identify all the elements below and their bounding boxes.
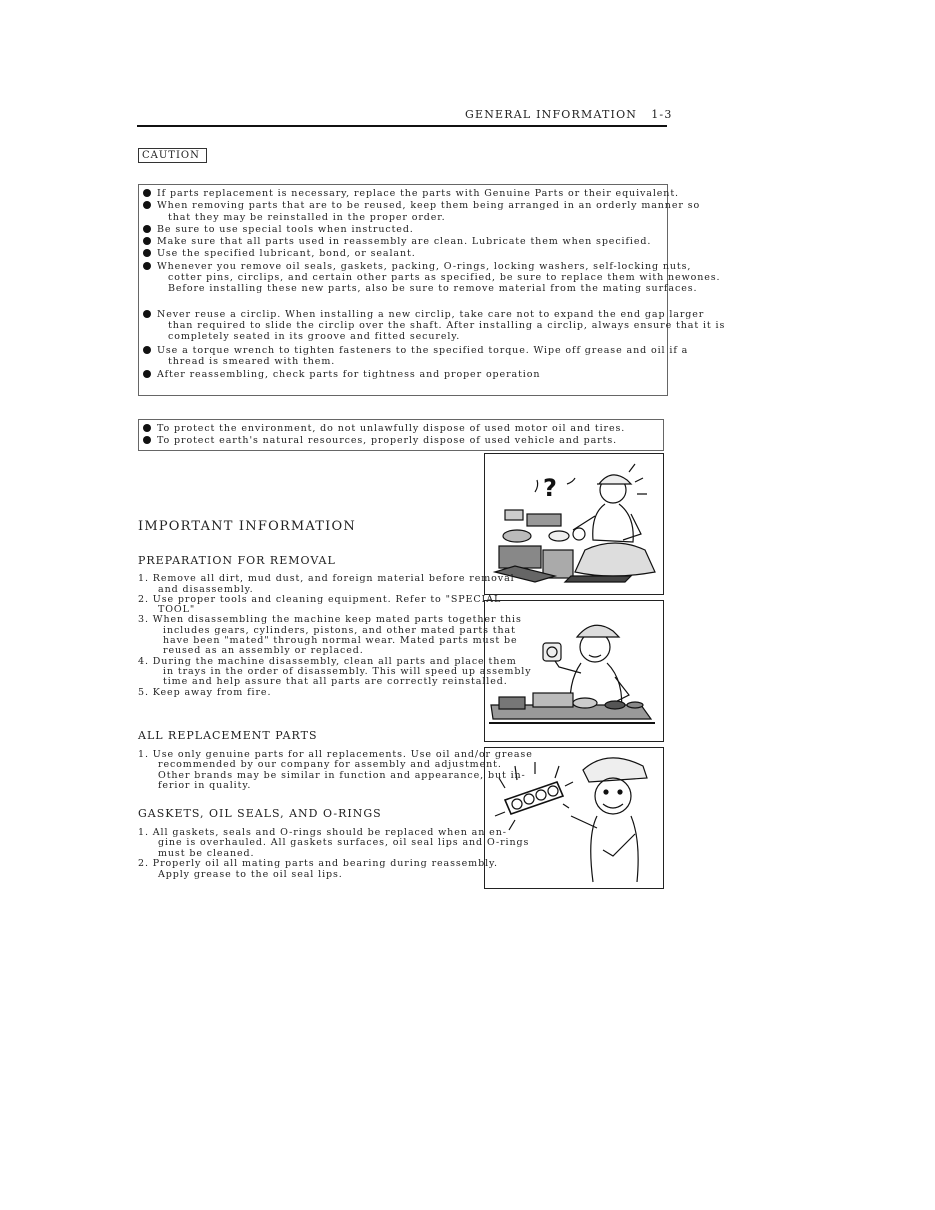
- preparation-line: includes gears, cylinders, pistons, and other mated parts that: [163, 625, 516, 636]
- caution-label: CAUTION: [138, 148, 207, 163]
- preparation-line: TOOL": [158, 604, 196, 615]
- replacement-line: 1. Use only genuine parts for all replacements. Use oil and/or grease: [138, 749, 533, 760]
- environment-line: To protect earth's natural resources, properly dispose of used vehicle and parts.: [157, 435, 618, 446]
- gaskets-line: Apply grease to the oil seal lips.: [158, 869, 343, 880]
- gaskets-line: 2. Properly oil all mating parts and bearing during reassembly.: [138, 858, 498, 869]
- page-number: 1-3: [651, 108, 673, 121]
- preparation-line: have been "mated" through normal wear. Mated parts must be: [163, 635, 518, 646]
- page-header: [465, 108, 673, 121]
- important-title: IMPORTANT INFORMATION: [138, 519, 356, 534]
- bullet-icon: [143, 189, 151, 197]
- gaskets-line: must be cleaned.: [158, 848, 255, 859]
- caution-line: than required to slide the circlip over the shaft. After installing a circlip, always ensure that it is: [168, 320, 726, 331]
- preparation-line: 2. Use proper tools and cleaning equipment. Refer to "SPECIAL: [138, 594, 502, 605]
- svg-text:?: ?: [543, 474, 557, 502]
- caution-line: If parts replacement is necessary, replace the parts with Genuine Parts or their equivalent.: [157, 188, 679, 199]
- caution-line: cotter pins, circlips, and certain other parts as specified, be sure to replace them with newones.: [168, 272, 721, 283]
- bullet-icon: [143, 436, 151, 444]
- caution-line: completely seated in its groove and fitted securely.: [168, 331, 461, 342]
- caution-line: Use the specified lubricant, bond, or sealant.: [157, 248, 416, 259]
- preparation-line: reused as an assembly or replaced.: [163, 645, 364, 656]
- caution-line: Whenever you remove oil seals, gaskets, packing, O-rings, locking washers, self-locking nuts,: [157, 261, 692, 272]
- replacement-heading: ALL REPLACEMENT PARTS: [138, 729, 318, 742]
- gaskets-line: 1. All gaskets, seals and O-rings should be replaced when an en-: [138, 827, 507, 838]
- caution-line: When removing parts that are to be reused, keep them being arranged in an orderly manner so: [157, 200, 701, 211]
- caution-line: Before installing these new parts, also be sure to remove material from the mating surfaces.: [168, 283, 698, 294]
- preparation-line: 5. Keep away from fire.: [138, 687, 272, 698]
- bullet-icon: [143, 225, 151, 233]
- bullet-icon: [143, 237, 151, 245]
- caution-line: Make sure that all parts used in reassembly are clean. Lubricate them when specified.: [157, 236, 652, 247]
- caution-line: that they may be reinstalled in the proper order.: [168, 212, 446, 223]
- caution-line: Use a torque wrench to tighten fasteners to the specified torque. Wipe off grease and oil if a: [157, 345, 689, 356]
- caution-line: Never reuse a circlip. When installing a new circlip, take care not to expand the end gap larger: [157, 309, 705, 320]
- caution-line: After reassembling, check parts for tightness and proper operation: [157, 369, 541, 380]
- caution-line: Be sure to use special tools when instructed.: [157, 224, 414, 235]
- preparation-line: 4. During the machine disassembly, clean all parts and place them: [138, 656, 517, 667]
- gaskets-line: gine is overhauled. All gaskets surfaces, oil seal lips and O-rings: [158, 837, 530, 848]
- preparation-line: 1. Remove all dirt, mud dust, and foreign material before removal: [138, 573, 515, 584]
- bullet-icon: [143, 370, 151, 378]
- illustration-mechanic-with-gasket: [484, 747, 664, 889]
- preparation-line: time and help assure that all parts are correctly reinstalled.: [163, 676, 508, 687]
- bullet-icon: [143, 249, 151, 257]
- bullet-icon: [143, 346, 151, 354]
- bullet-icon: [143, 201, 151, 209]
- replacement-line: recommended by our company for assembly and adjustment.: [158, 759, 502, 770]
- bullet-icon: [143, 424, 151, 432]
- gaskets-heading: GASKETS, OIL SEALS, AND O-RINGS: [138, 807, 382, 820]
- caution-line: thread is smeared with them.: [168, 356, 336, 367]
- header-rule: [137, 125, 667, 127]
- environment-line: To protect the environment, do not unlawfully dispose of used motor oil and tires.: [157, 423, 626, 434]
- preparation-line: in trays in the order of disassembly. This will speed up assembly: [163, 666, 532, 677]
- replacement-line: Other brands may be similar in function and appearance, but in-: [158, 770, 526, 781]
- preparation-line: 3. When disassembling the machine keep mated parts together this: [138, 614, 522, 625]
- preparation-heading: PREPARATION FOR REMOVAL: [138, 554, 336, 567]
- section-title: GENERAL INFORMATION: [465, 108, 638, 121]
- bullet-icon: [143, 262, 151, 270]
- bullet-icon: [143, 310, 151, 318]
- preparation-line: and disassembly.: [158, 584, 254, 595]
- replacement-line: ferior in quality.: [158, 780, 252, 791]
